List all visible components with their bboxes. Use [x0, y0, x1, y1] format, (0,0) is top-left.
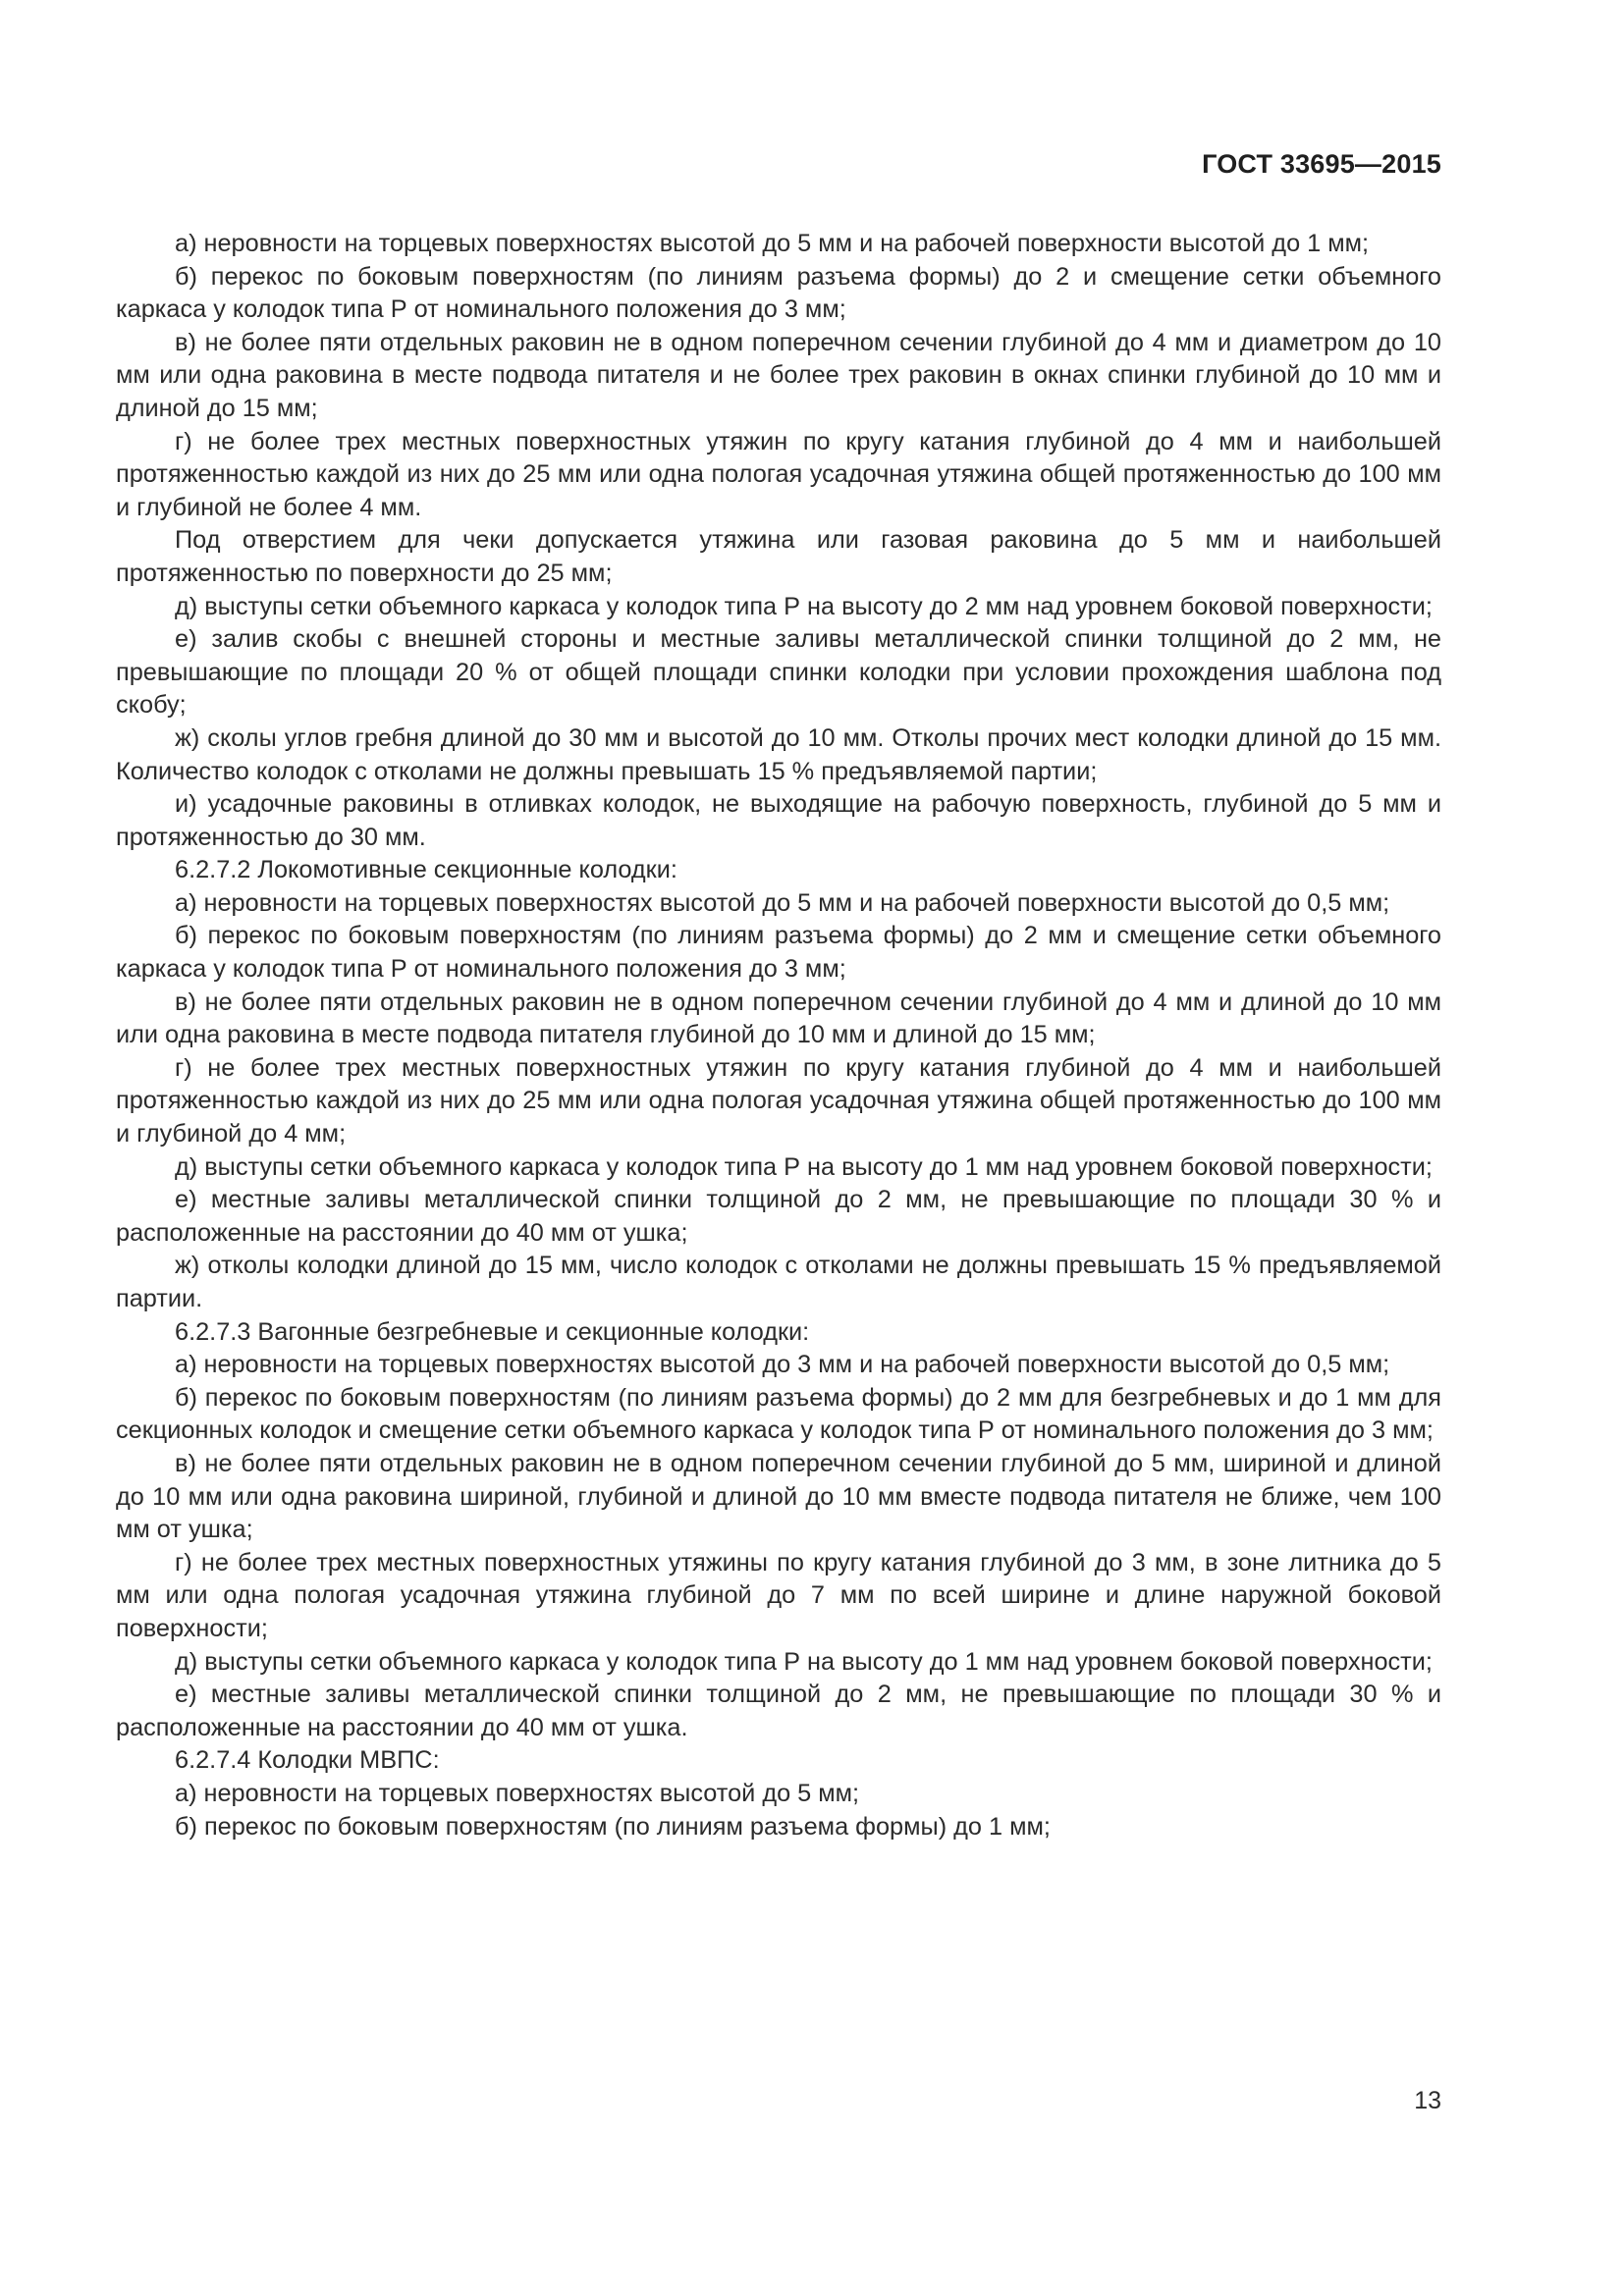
list-item-b: б) перекос по боковым поверхностям (по линиям разъема формы) до 1 мм;: [175, 1812, 1051, 1841]
list-item-d: д) выступы сетки объемного каркаса у колодок типа Р на высоту до 2 мм над уровнем боковой поверхности;: [175, 592, 1433, 620]
list-item-b: б) перекос по боковым поверхностям (по линиям разъема формы) до 2 мм для безгребневых и до 1 мм для секционных колодок и смещение сетки объемного каркаса у колодок типа Р от номинального положения до 3 мм;: [116, 1383, 1441, 1445]
list-item-e: е) местные заливы металлической спинки толщиной до 2 мм, не превышающие по площади 30 % и расположенные на расстоянии до 40 мм от ушка;: [116, 1186, 1441, 1247]
list-item-b: б) перекос по боковым поверхностям (по линиям разъема формы) до 2 мм и смещение сетки объемного каркаса у колодок типа Р от номинального положения до 3 мм;: [116, 922, 1441, 984]
list-item-a: а) неровности на торцевых поверхностях высотой до 5 мм;: [175, 1779, 860, 1807]
list-item-b: б) перекос по боковым поверхностям (по линиям разъема формы) до 2 и смещение сетки объемного каркаса у колодок типа Р от номинального положения до 3 мм;: [116, 262, 1441, 324]
list-item-g: г) не более трех местных поверхностных утяжины по кругу катания глубиной до 3 мм, в зоне литника до 5 мм или одна пологая усадочная утяжина глубиной до 7 мм по всей ширине и длине наружной боковой поверхности;: [116, 1548, 1441, 1642]
list-item-v: в) не более пяти отдельных раковин не в одном поперечном сечении глубиной до 5 мм, шириной и длиной до 10 мм или одна раковина шириной, глубиной и длиной до 10 мм вместе подвода питателя не ближе, чем 100 мм от ушка;: [116, 1449, 1441, 1544]
list-item-v: в) не более пяти отдельных раковин не в одном поперечном сечении глубиной до 4 мм и диаметром до 10 мм или одна раковина в месте подвода питателя и не более трех раковин в окнах спинки глубиной до 10 мм и длиной до 15 мм;: [116, 328, 1441, 422]
list-item-d: д) выступы сетки объемного каркаса у колодок типа Р на высоту до 1 мм над уровнем боковой поверхности;: [175, 1152, 1433, 1181]
section-heading-6-2-7-2: 6.2.7.2 Локомотивные секционные колодки:: [175, 856, 677, 884]
document-body: [116, 228, 1441, 1843]
list-item-a: а) неровности на торцевых поверхностях высотой до 3 мм и на рабочей поверхности высотой до 0,5 мм;: [175, 1351, 1390, 1379]
list-item-v: в) не более пяти отдельных раковин не в одном поперечном сечении глубиной до 4 мм и длиной до 10 мм или одна раковина в месте подвода питателя глубиной до 10 мм и длиной до 15 мм;: [116, 988, 1441, 1049]
section-heading-6-2-7-4: 6.2.7.4 Колодки МВПС:: [175, 1746, 440, 1775]
section-heading-6-2-7-3: 6.2.7.3 Вагонные безгребневые и секционные колодки:: [175, 1317, 810, 1346]
list-item-i: и) усадочные раковины в отливках колодок, не выходящие на рабочую поверхность, глубиной до 5 мм и протяженностью до 30 мм.: [116, 790, 1441, 851]
document-header: ГОСТ 33695—2015: [1202, 149, 1441, 179]
list-item-zh: ж) сколы углов гребня длиной до 30 мм и высотой до 10 мм. Отколы прочих мест колодки длиной до 15 мм. Количество колодок с отколами не должны превышать 15 % предъявляемой партии;: [116, 723, 1441, 785]
list-item-e: е) местные заливы металлической спинки толщиной до 2 мм, не превышающие по площади 30 % и расположенные на расстоянии до 40 мм от ушка.: [116, 1681, 1441, 1741]
list-item-g: г) не более трех местных поверхностных утяжин по кругу катания глубиной до 4 мм и наибольшей протяженностью каждой из них до 25 мм или одна пологая усадочная утяжина общей протяженностью до 100 мм и глубиной не более 4 мм.: [116, 427, 1441, 521]
list-item-a: а) неровности на торцевых поверхностях высотой до 5 мм и на рабочей поверхности высотой до 1 мм;: [175, 230, 1370, 257]
list-item-zh: ж) отколы колодки длиной до 15 мм, число колодок с отколами не должны превышать 15 % предъявляемой партии.: [116, 1252, 1441, 1312]
list-item-g: г) не более трех местных поверхностных утяжин по кругу катания глубиной до 4 мм и наибольшей протяженностью каждой из них до 25 мм или одна пологая усадочная утяжина общей протяженностью до 100 мм и глубиной до 4 мм;: [116, 1053, 1441, 1148]
list-item-a: а) неровности на торцевых поверхностях высотой до 5 мм и на рабочей поверхности высотой до 0,5 мм;: [175, 888, 1390, 917]
paragraph-note: Под отверстием для чеки допускается утяжина или газовая раковина до 5 мм и наибольшей протяженностью по поверхности до 25 мм;: [116, 526, 1441, 587]
page-number: 13: [1414, 2087, 1441, 2114]
list-item-e: е) залив скобы с внешней стороны и местные заливы металлической спинки толщиной до 2 мм, не превышающие по площади 20 % от общей площади спинки колодки при условии прохождения шаблона под скобу;: [116, 625, 1441, 720]
list-item-d: д) выступы сетки объемного каркаса у колодок типа Р на высоту до 1 мм над уровнем боковой поверхности;: [175, 1647, 1433, 1676]
